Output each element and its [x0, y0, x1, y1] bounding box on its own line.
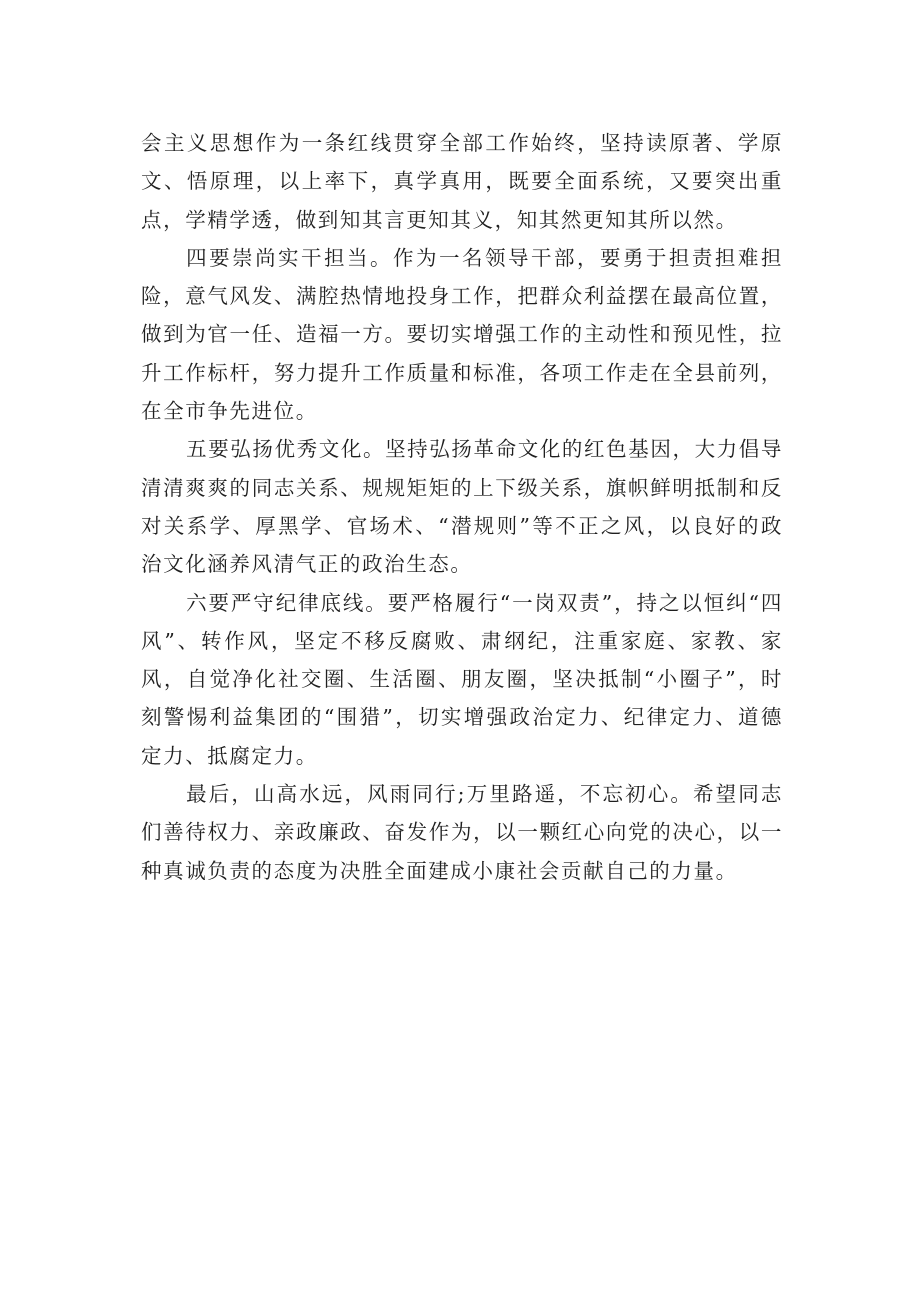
document-body — [141, 124, 783, 890]
paragraph-continuation: 会主义思想作为一条红线贯穿全部工作始终，坚持读原著、学原文、悟原理，以上率下，真学真用，既要全面系统，又要突出重点，学精学透，做到知其言更知其义，知其然更知其所以然。 — [141, 131, 783, 232]
paragraph-discipline-bottom-line: 六要严守纪律底线。要严格履行“一岗双责”，持之以恒纠“四风”、转作风，坚定不移反腐败、肃纲纪，注重家庭、家教、家风，自觉净化社交圈、生活圈、朋友圈，坚决抵制“小圈子”，时刻警惕利益集团的“围猎”，切实增强政治定力、纪律定力、道德定力、抵腐定力。 — [141, 590, 783, 768]
paragraph-closing: 最后，山高水远，风雨同行;万里路遥，不忘初心。希望同志们善待权力、亲政廉政、奋发作为，以一颗红心向党的决心，以一种真诚负责的态度为决胜全面建成小康社会贡献自己的力量。 — [141, 782, 783, 883]
paragraph-practical-responsibility: 四要崇尚实干担当。作为一名领导干部，要勇于担责担难担险，意气风发、满腔热情地投身工作，把群众利益摆在最高位置，做到为官一任、造福一方。要切实增强工作的主动性和预见性，拉升工作标杆，努力提升工作质量和标准，各项工作走在全县前列，在全市争先进位。 — [141, 245, 783, 424]
paragraph-excellent-culture: 五要弘扬优秀文化。坚持弘扬革命文化的红色基因，大力倡导清清爽爽的同志关系、规规矩矩的上下级关系，旗帜鲜明抵制和反对关系学、厚黑学、官场术、“潜规则”等不正之风，以良好的政治文化涵养风清气正的政治生态。 — [141, 437, 783, 577]
